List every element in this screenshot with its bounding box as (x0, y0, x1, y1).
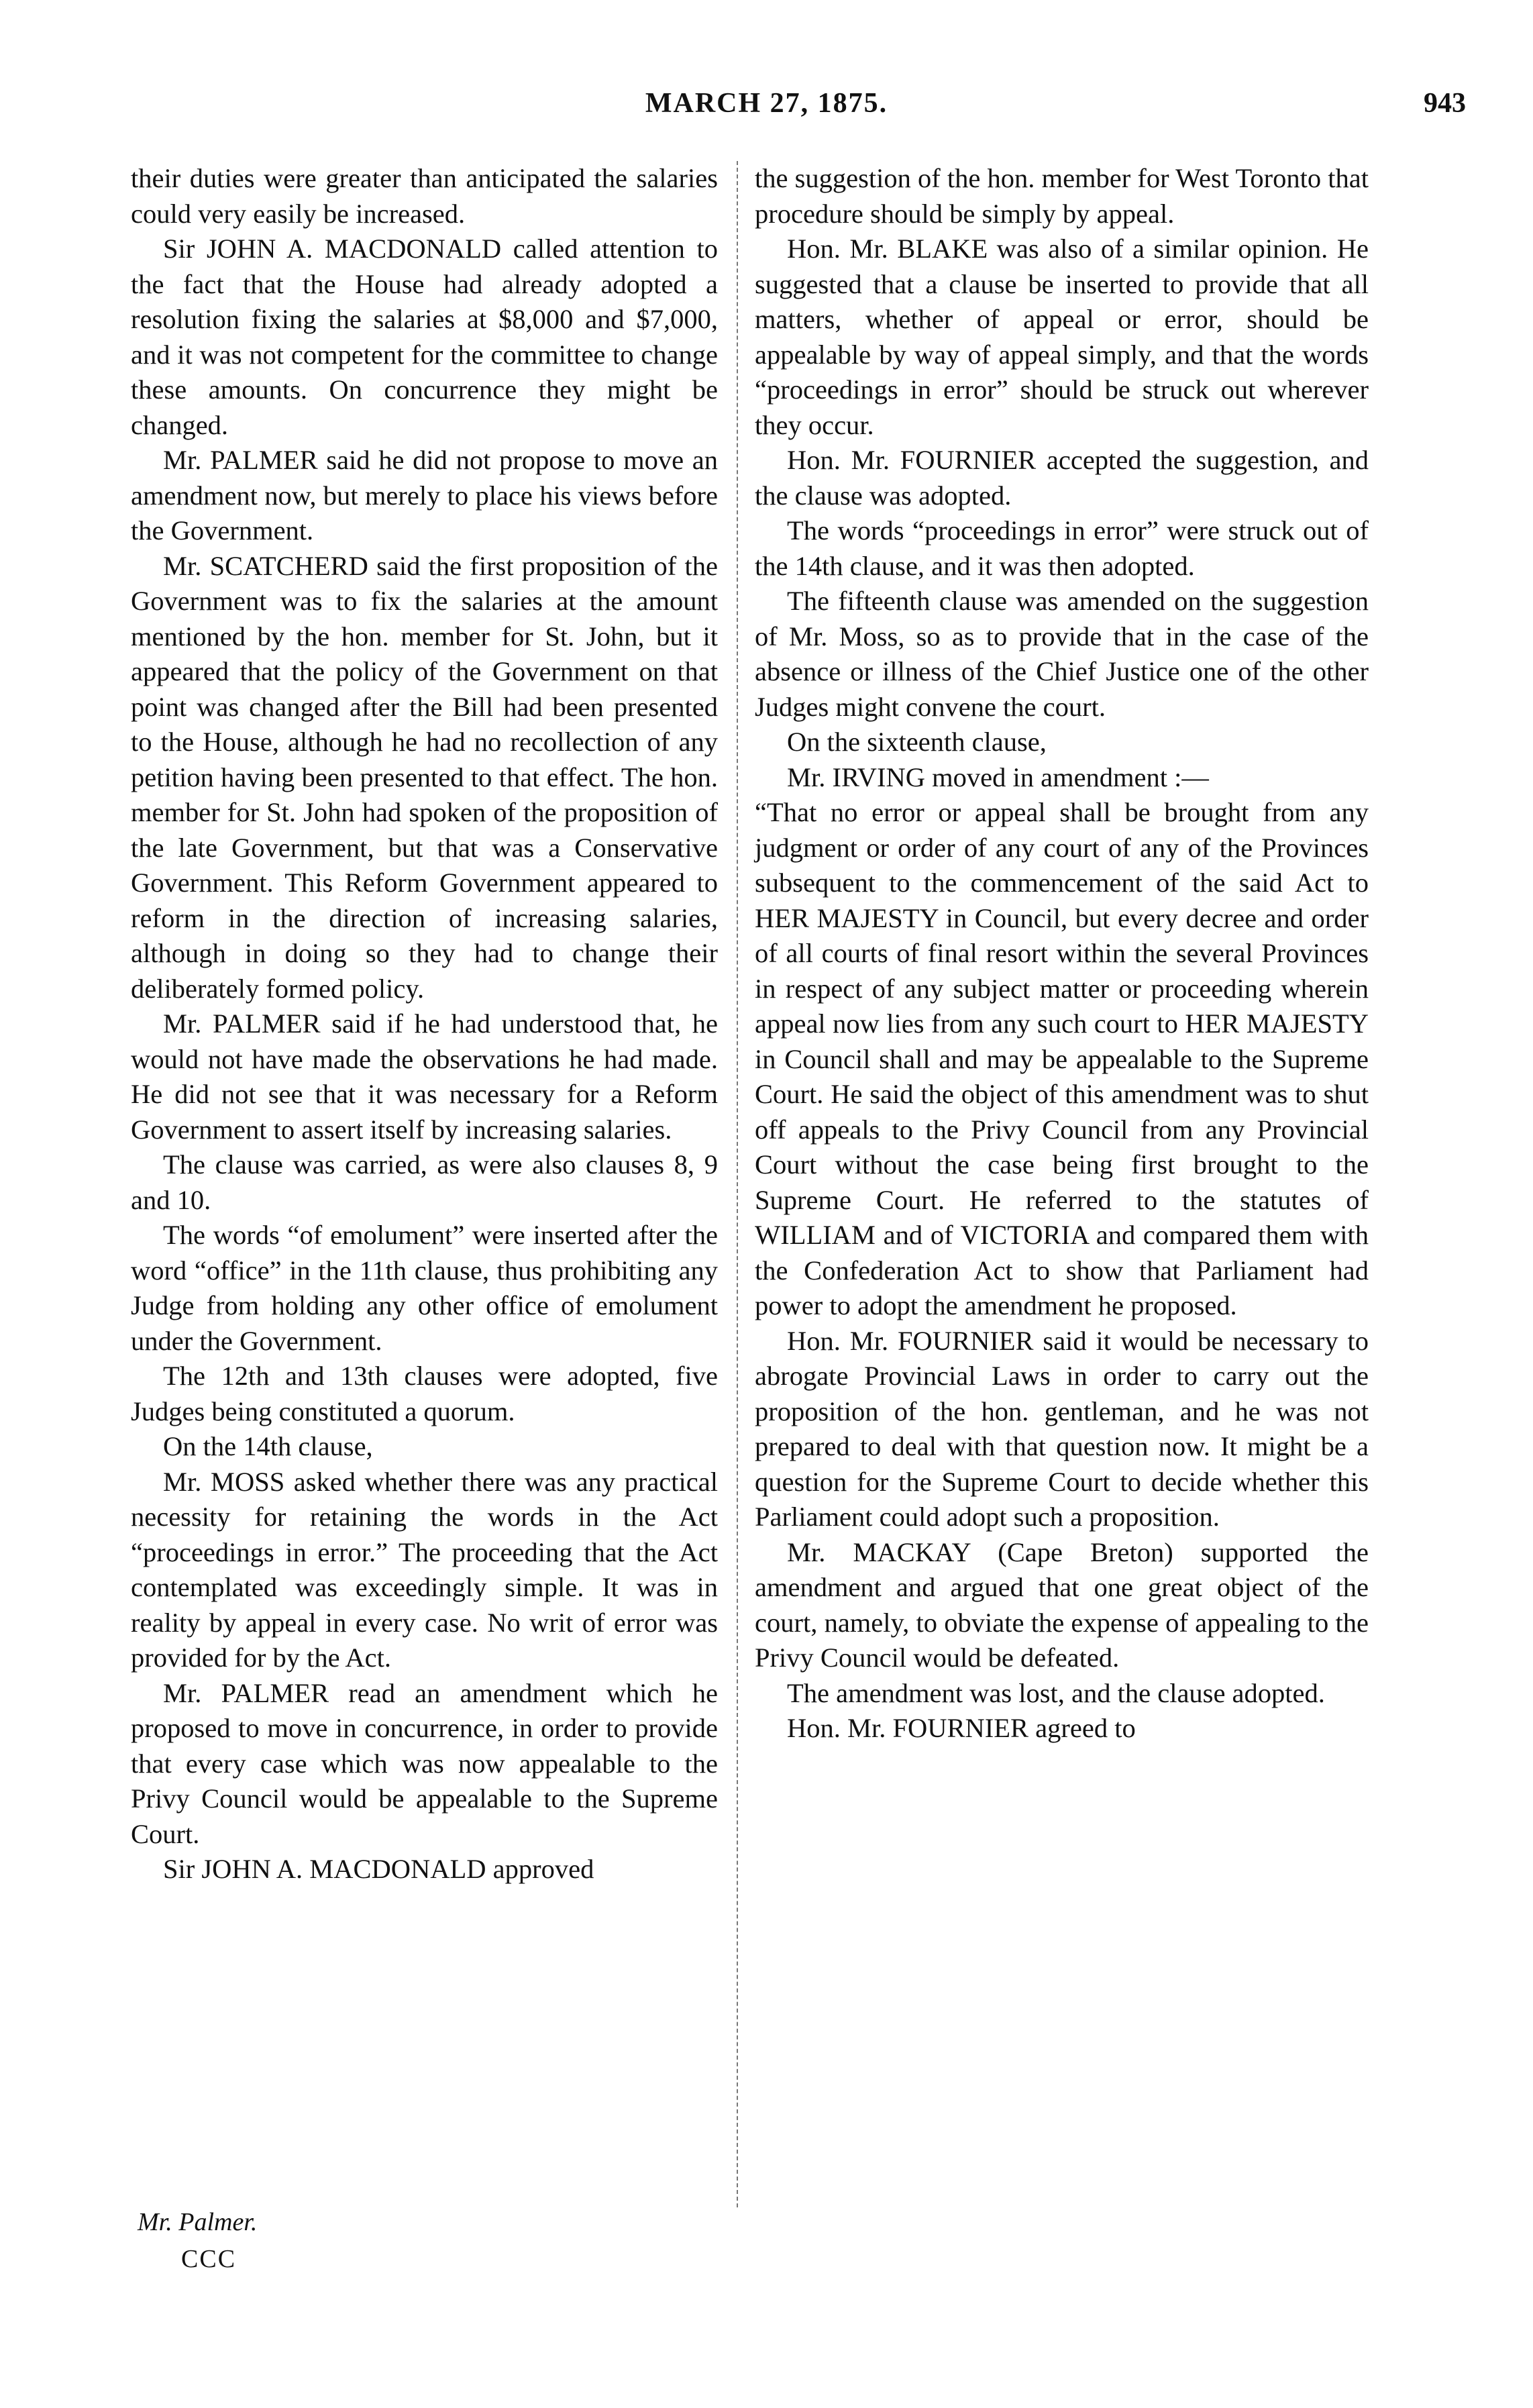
paragraph: their duties were greater than anticipated the salaries could very easily be increased. (131, 163, 718, 229)
paragraph: The fifteenth clause was amended on the suggestion of Mr. Moss, so as to provide that in the case of the absence or illness of the Chief Justice one of the other Judges might convene the court. (755, 586, 1369, 722)
paragraph: Sir JOHN A. MACDONALD approved (163, 1854, 594, 1884)
column-divider (737, 161, 738, 2207)
right-column (755, 161, 1369, 1746)
left-column (131, 161, 718, 1887)
paragraph: “That no error or appeal shall be brought from any judgment or order of any court of any of the Provinces subsequent to the commencement of the said Act to HER MAJESTY in Council, but every decree and order of all courts of final resort within the several Provinces in respect of any subject matter or proceeding wherein appeal now lies from any such court to HER MAJESTY in Council shall and may be appealable to the Supreme Court. He said the object of this amendment was to shut off appeals to the Privy Council from any Provincial Court without the case being first brought to the Supreme Court. He referred to the statutes of WILLIAM and of VICTORIA and compared them with the Confederation Act to show that Parliament had power to adopt the amendment he proposed. (755, 797, 1369, 1320)
paragraph: Sir JOHN A. MACDONALD called attention to the fact that the House had already adopted a resolution fixing the salaries at $8,000 and $7,000, and it was not competent for the committee to change these amounts. On concurrence they might be changed. (131, 233, 718, 440)
page-number: 943 (1424, 88, 1466, 119)
paragraph: The amendment was lost, and the clause adopted. (787, 1677, 1325, 1708)
page-header (0, 87, 1533, 127)
paragraph: On the sixteenth clause, (787, 727, 1047, 757)
paragraph: Mr. MOSS asked whether there was any practical necessity for retaining the words in the Act “proceedings in error.” The proceeding that the Act contemplated was exceedingly simple. It was in reality by appeal in every case. No writ of error was provided for by the Act. (131, 1466, 718, 1673)
paragraph: Mr. PALMER read an amendment which he proposed to move in concurrence, in order to provide that every case which was now appealable to the Privy Council would be appealable to the Supreme Court. (131, 1677, 718, 1849)
footer-signature: Mr. Palmer. (138, 2208, 258, 2236)
paragraph: Mr. IRVING moved in amendment :— (787, 762, 1209, 792)
paragraph: the suggestion of the hon. member for West Toronto that procedure should be simply by appeal. (755, 163, 1369, 229)
paragraph: The 12th and 13th clauses were adopted, five Judges being constituted a quorum. (131, 1361, 718, 1426)
paragraph: Hon. Mr. FOURNIER agreed to (787, 1713, 1136, 1743)
paragraph: Mr. SCATCHERD said the first proposition of the Government was to fix the salaries at the amount mentioned by the hon. member for St. John, but it appeared that the policy of the Government on that point was changed after the Bill had been presented to the House, although he had no recollection of any petition having been presented to that effect. The hon. member for St. John had spoken of the proposition of the late Government, but that was a Conservative Government. This Reform Government appeared to reform in the direction of increasing salaries, although in doing so they had to change their deliberately formed policy. (131, 550, 718, 1004)
paragraph: Hon. Mr. FOURNIER said it would be necessary to abrogate Provincial Laws in order to carry out the proposition of the hon. gentleman, and he was not prepared to deal with that question now. It might be a question for the Supreme Court to decide whether this Parliament could adopt such a proposition. (755, 1325, 1369, 1532)
paragraph: Mr. MACKAY (Cape Breton) supported the amendment and argued that one great object of the court, namely, to obviate the expense of appealing to the Privy Council would be defeated. (755, 1536, 1369, 1673)
paragraph: The words “proceedings in error” were struck out of the 14th clause, and it was then adopted. (755, 515, 1369, 581)
paragraph: Hon. Mr. FOURNIER accepted the suggestion, and the clause was adopted. (755, 445, 1369, 511)
footer-signature-mark: CCC (181, 2245, 237, 2273)
paragraph: Hon. Mr. BLAKE was also of a similar opinion. He suggested that a clause be inserted to provide that all matters, whether of appeal or error, should be appealable by way of appeal simply, and that the words “proceedings in error” should be struck out wherever they occur. (755, 233, 1369, 440)
paragraph: The words “of emolument” were inserted after the word “office” in the 11th clause, thus prohibiting any Judge from holding any other office of emolument under the Government. (131, 1220, 718, 1356)
paragraph: On the 14th clause, (163, 1431, 373, 1461)
paragraph: The clause was carried, as were also clauses 8, 9 and 10. (131, 1149, 718, 1215)
paragraph: Mr. PALMER said if he had understood that, he would not have made the observations he had made. He did not see that it was necessary for a Reform Government to assert itself by increasing salaries. (131, 1008, 718, 1145)
paragraph: Mr. PALMER said he did not propose to move an amendment now, but merely to place his views before the Government. (131, 445, 718, 545)
page-date: MARCH 27, 1875. (645, 88, 888, 119)
